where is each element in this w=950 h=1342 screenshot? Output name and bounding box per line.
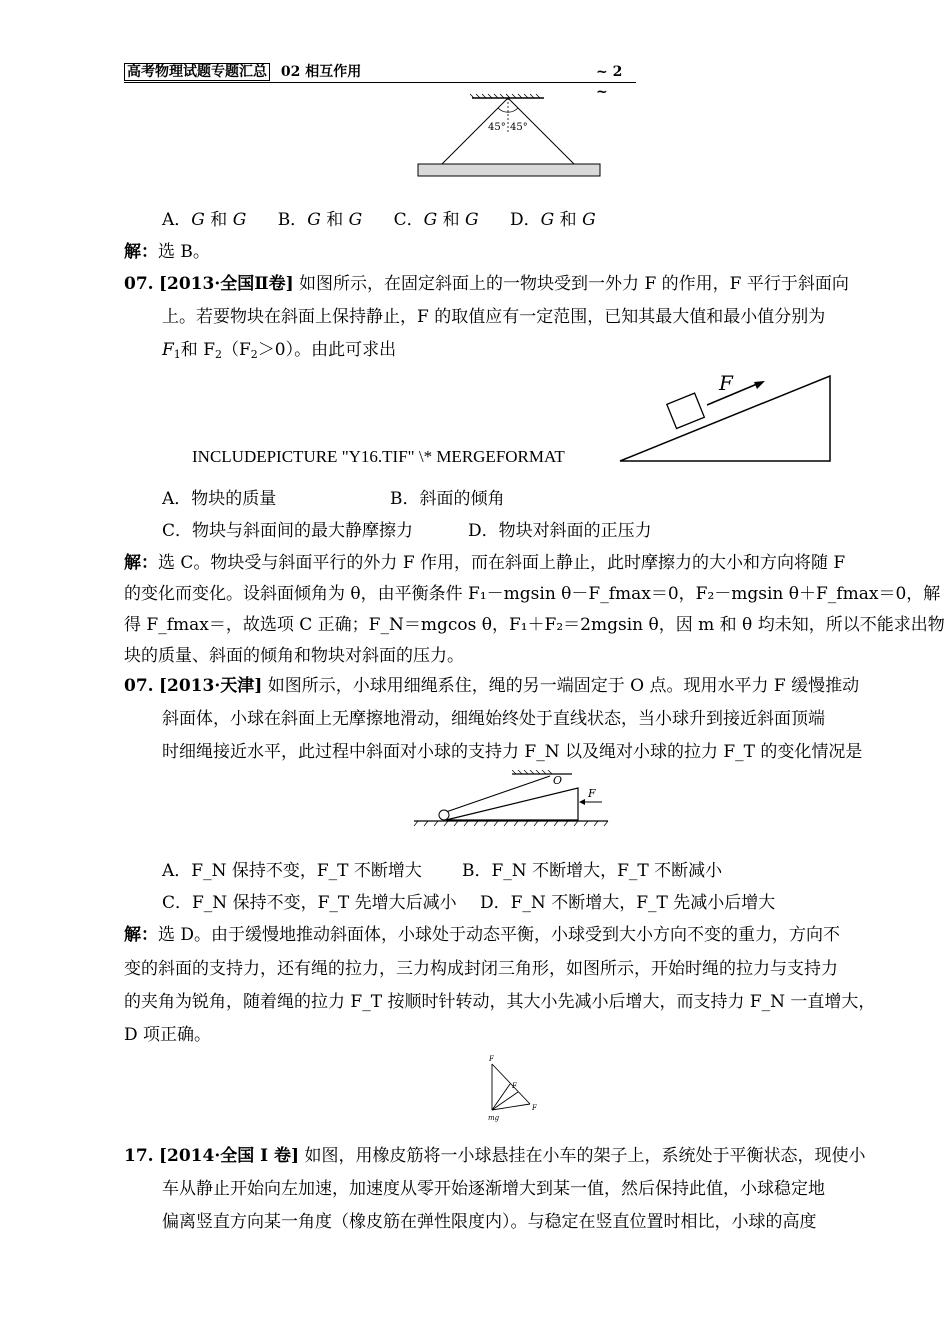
q07b-number: 07. (124, 676, 154, 696)
q07a-option-b[interactable]: B．斜面的倾角 (390, 489, 505, 509)
q07a-stem-line1: 07. [2013·全国Ⅱ卷] 如图所示，在固定斜面上的一物块受到一外力 F 的作用，F 平行于斜面向 (124, 274, 849, 294)
q17-stem-line2: 车从静止开始向左加速，加速度从零开始逐渐增大到某一值，然后保持此值，小球稳定地 (162, 1179, 825, 1199)
q06-options (162, 208, 596, 232)
force-f-label-2: F (588, 787, 596, 800)
q06-solution: 解：选 B。 (124, 242, 210, 262)
q07b-source: [2013·天津] (158, 676, 263, 696)
q07b-option-c[interactable]: C．F_N 保持不变，F_T 先增大后减小 (162, 893, 457, 913)
force-f-label: F (719, 371, 733, 395)
q07b-solution-line3: 的夹角为锐角，随着绳的拉力 F_T 按顺时针转动，其大小先减小后增大，而支持力 F_N 一直增大， (124, 992, 876, 1012)
tri-fn-label: F (489, 1055, 494, 1063)
q17-source: [2014·全国 I 卷] (158, 1146, 300, 1166)
q07a-option-a[interactable]: A．物块的质量 (162, 489, 277, 509)
tri-mg-label: mg (488, 1114, 500, 1122)
q07b-option-b[interactable]: B．F_N 不断增大，F_T 不断减小 (462, 861, 723, 881)
q07a-stem-line2: 上。若要物块在斜面上保持静止，F 的取值应有一定范围，已知其最大值和最小值分别为 (162, 307, 826, 327)
figure-ball-rope-incline (412, 770, 612, 832)
header-chapter: 02 相互作用 (280, 64, 362, 80)
angle-right-label: 45° (510, 122, 528, 133)
include-picture-field: INCLUDEPICTURE "Y16.TIF" \* MERGEFORMAT (192, 447, 565, 466)
page-header (124, 62, 636, 100)
q07b-stem-line1: 07. [2013·天津] 如图所示，小球用细绳系住，绳的另一端固定于 O 点。现用水平力 F 缓慢推动 (124, 676, 860, 696)
q07b-option-a[interactable]: A．F_N 保持不变，F_T 不断增大 (162, 861, 422, 881)
figure-hanging-plate (410, 92, 610, 184)
q07a-solution-line2: 的变化而变化。设斜面倾角为 θ，由平衡条件 F₁－mgsin θ－F_fmax＝0，F₂－mgsin θ＋F_fmax＝0，解 (124, 584, 941, 604)
q07b-stem-line3: 时细绳接近水平，此过程中斜面对小球的支持力 F_N 以及绳对小球的拉力 F_T 的变化情况是 (162, 742, 863, 762)
angle-left-label: 45° (488, 122, 506, 133)
q06-option-a[interactable]: A．G 和 G (162, 210, 247, 230)
q07a-option-d[interactable]: D．物块对斜面的正压力 (468, 521, 652, 541)
q07a-solution-line1: 解：选 C。物块受与斜面平行的外力 F 作用，而在斜面上静止，此时摩擦力的大小和方向将随 F (124, 553, 846, 573)
q07b-option-d[interactable]: D．F_N 不断增大，F_T 先减小后增大 (480, 893, 776, 913)
point-o-label: O (553, 774, 563, 787)
figure-incline-block (615, 366, 840, 466)
q07a-solution-line3: 得 F_fmax＝，故选项 C 正确；F_N＝mgcos θ，F₁＋F₂＝2mgsin θ，因 m 和 θ 均未知，所以不能求出物 (124, 615, 945, 635)
q07b-solution-line2: 变的斜面的支持力，还有绳的拉力，三力构成封闭三角形，如图所示，开始时绳的拉力与支持力 (124, 959, 838, 979)
q17-stem-line1: 17. [2014·全国 I 卷] 如图，用橡皮筋将一小球悬挂在小车的架子上，系统处于平衡状态，现使小 (124, 1146, 866, 1166)
q07a-solution-line4: 块的质量、斜面的倾角和物块对斜面的压力。 (124, 646, 464, 666)
q07a-source: [2013·全国Ⅱ卷] (158, 274, 294, 294)
q07b-solution-line4: D 项正确。 (124, 1025, 212, 1045)
q06-option-b[interactable]: B．G 和 G (277, 210, 363, 230)
tri-ft-label-1: F (512, 1082, 517, 1090)
q06-option-d[interactable]: D．G 和 G (510, 210, 596, 230)
q07b-solution-line1: 解：选 D。由于缓慢地推动斜面体，小球处于动态平衡，小球受到大小方向不变的重力，方向不 (124, 925, 841, 945)
q07a-stem-line3: $F_1$和 $F_2(F_2>0)$。由此可求出 (162, 340, 397, 361)
q07a-option-c[interactable]: C．物块与斜面间的最大静摩擦力 (162, 521, 414, 541)
figure-force-triangle (480, 1052, 550, 1122)
tri-ft-label-2: F (532, 1104, 537, 1112)
header-page-number: ~ 2 ~ (596, 64, 623, 100)
q17-number: 17. (124, 1146, 154, 1166)
q07a-number: 07. (124, 274, 154, 294)
q06-option-c[interactable]: C．G 和 G (393, 210, 479, 230)
q07b-stem-line2: 斜面体，小球在斜面上无摩擦地滑动，细绳始终处于直线状态，当小球升到接近斜面顶端 (162, 709, 825, 729)
header-book-title: 高考物理试题专题汇总 (124, 63, 270, 81)
q17-stem-line3: 偏离竖直方向某一角度（橡皮筋在弹性限度内）。与稳定在竖直位置时相比，小球的高度 (162, 1212, 817, 1232)
